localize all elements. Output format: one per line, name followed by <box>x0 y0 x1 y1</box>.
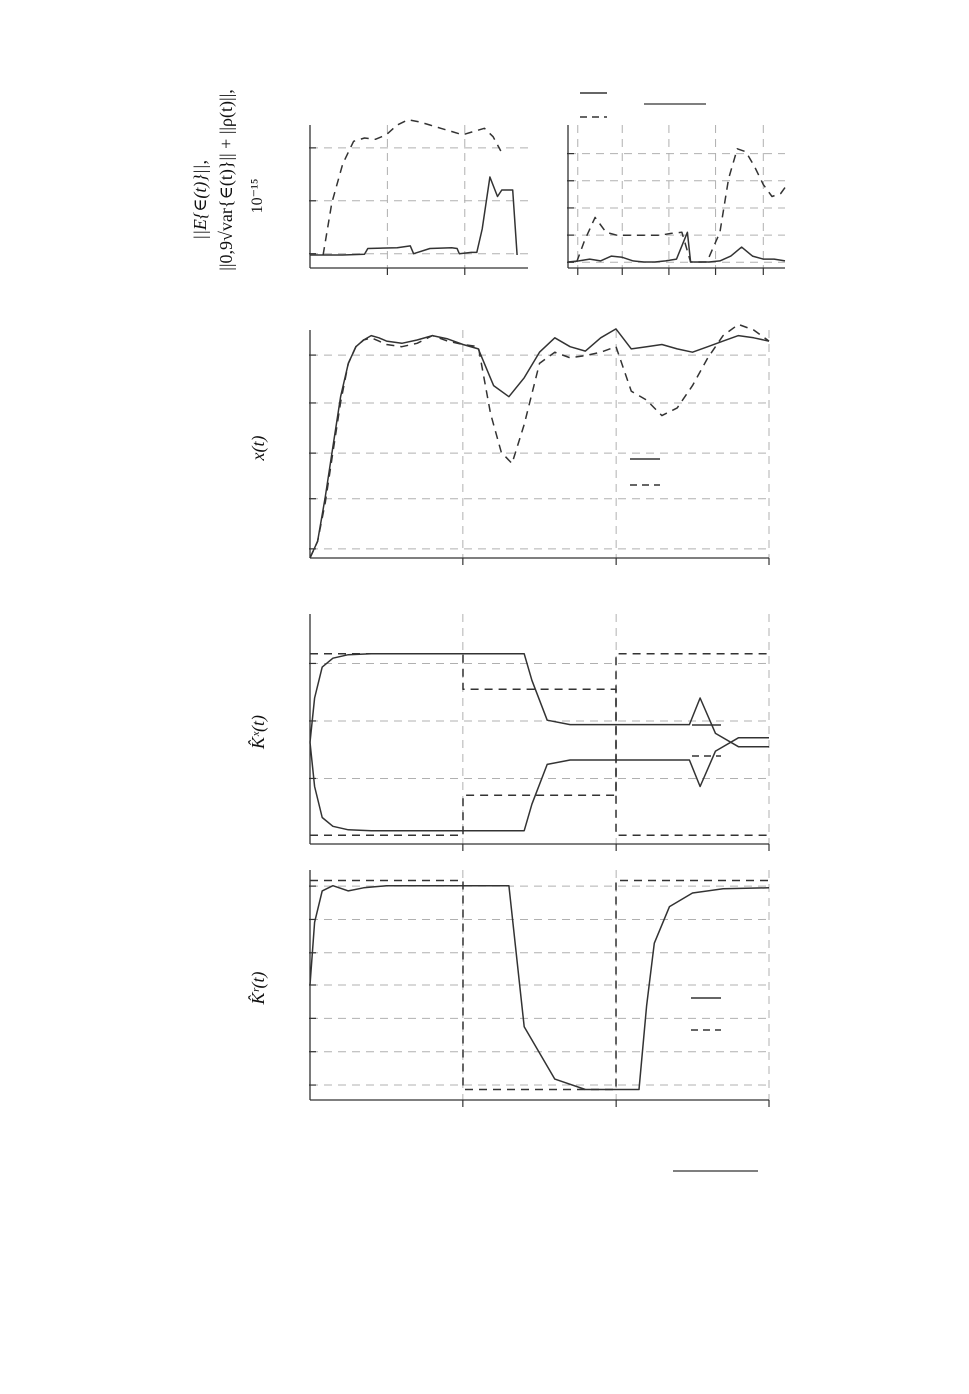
series-line-solid <box>310 886 769 1090</box>
legend-x <box>630 459 660 485</box>
series-line-solid <box>310 738 769 831</box>
error-variance-label: ||0,9√var{∈(t)}|| + ||ρ(t)||, <box>216 89 236 271</box>
series-line-dashed <box>310 654 769 835</box>
kr-axis-label: K̂ʳ(t) <box>248 971 268 1005</box>
error-left-panel <box>309 120 528 275</box>
series-line-dashed <box>323 120 501 255</box>
series-line-solid <box>310 654 769 747</box>
kr-estimate-panel <box>309 870 769 1107</box>
error-norm-label: ||E{∈(t)}||, <box>190 160 210 240</box>
legend-top <box>580 93 706 117</box>
series-line-dashed <box>577 149 785 262</box>
error-right-panel <box>567 125 785 275</box>
x-trajectory-panel <box>309 324 769 565</box>
kx-axis-label: K̂ˣ(t) <box>248 714 268 750</box>
series-line-dashed <box>310 324 769 558</box>
legend-kr <box>691 998 721 1030</box>
series-line-solid <box>310 177 517 255</box>
series-line-dashed <box>310 654 769 835</box>
kx-estimate-panel <box>309 614 769 851</box>
legend-kx <box>692 725 721 756</box>
scale-label: 10⁻¹⁵ <box>249 178 266 214</box>
series-line-solid <box>568 232 785 262</box>
x-axis-label: x(t) <box>248 435 268 461</box>
